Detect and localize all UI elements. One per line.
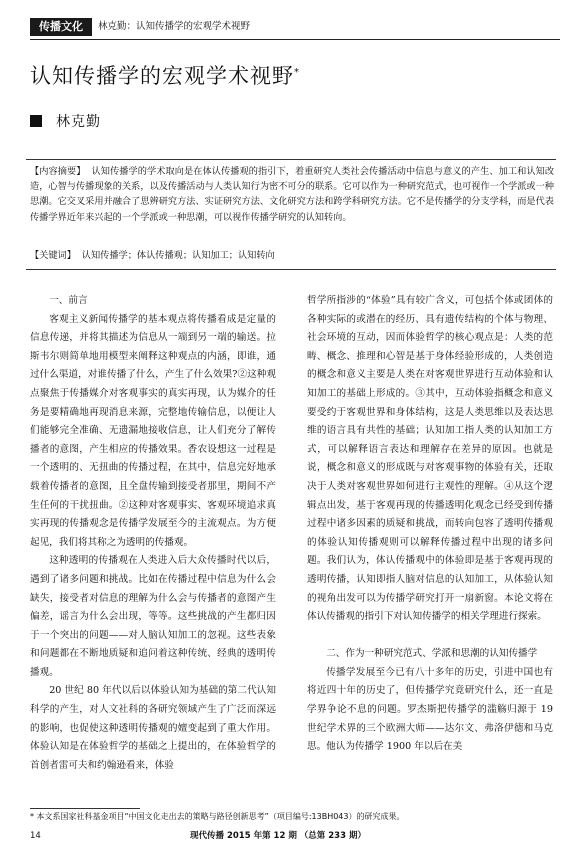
body-paragraph: 传播学发展至今已有八十多年的历史，引进中国也有将近四十年的历史了，但传播学究竟研究什么，还一直是学界争论不息的问题。罗杰斯把传播学的滥觞归源于 19 世纪学术界的三个欧洲大师——达尔文、弗洛伊德和马克思。他认为传播学 1900 年以后在美	[307, 666, 553, 753]
section-label: 传播文化	[30, 18, 92, 36]
section-heading: 二、作为一种研究范式、学派和思潮的认知传播学	[326, 648, 538, 660]
keywords-label: 【关键词】	[30, 250, 76, 261]
footnote: * 本文系国家社科基金项目“中国文化走出去的策略与路径创新思考”（项目编号:13BH043）的研究成果。	[30, 812, 405, 821]
header-rule	[30, 39, 560, 40]
page-number: 14	[30, 831, 41, 841]
body-paragraph: 哲学所指涉的“体验”具有较广含义，可包括个体或团体的各种实际的或潜在的经历、具有遗传结构的个体与物理、社会环境的互动，因而体验哲学的核心观点是：人类的范畴、概念、推理和心智是基于身体经验形成的，人类创造的概念和意义主要是人类在对客观世界进行互动体验和认知加工的基础上形成的。③其中，互动体验指概念和意义要受约于客观世界和身体结构，这是人类思维以及表达思维的语言具有共性的基础；认知加工指人类的认知加工方式，可以解释语言表达和理解存在差异的原因。也就是说，概念和意义的形成既与对客观事物的体验有关，还取决于人类对客观世界如何进行主观性的理解。④从这个逻辑点出发，基于客观再现的传播透明化观念已经受到传播过程中诸多因素的质疑和挑战，而转向包容了透明传播观的体验认知传播观则可以解释传播过程中出现的诸多问题。我们认为，体认传播观中的体验即是基于客观再现的透明传播，认知即指人脑对信息的认知加工，从体验认知的视角出发可以为传播学研究打开一扇新窗。本论文将在体认传播观的指引下对认知传播学的相关学理进行探索。	[307, 295, 553, 623]
section-heading: 一、前言	[49, 295, 88, 306]
title-footnote-mark: *	[294, 67, 300, 78]
body-column-left	[30, 292, 276, 775]
abstract-label: 【内容摘要】	[30, 166, 86, 177]
abstract-rule-bottom	[26, 269, 556, 270]
keywords-text: 认知传播学；体认传播观；认知加工；认知转向	[81, 250, 275, 261]
body-column-right	[307, 292, 553, 757]
article-title-text: 认知传播学的宏观学术视野	[30, 64, 294, 88]
keywords	[30, 248, 554, 263]
body-paragraph: 20 世纪 80 年代以后以体验认知为基础的第二代认知科学的产生，对人文社科的各研究领域产生了广泛而深远的影响，也促使这种透明传播观的嬗变起到了重大作用。体验认知是在体验哲学的基础之上提出的，在体验哲学的首创者雷可夫和约翰逊看来，体验	[30, 685, 276, 771]
article-title	[30, 60, 300, 90]
footnote-rule	[30, 808, 140, 809]
body-paragraph: 客观主义新闻传播学的基本观点将传播看成是定量的信息传递，并将其描述为信息从一端到另一端的输送。拉斯韦尔则简单地用模型来阐释这种观点的内涵，即谁，通过什么渠道，对谁传播了什么，产生了什么效果?②这种观点聚焦于传播媒介对客观事实的真实再现，认为媒介的任务是要精确地再现消息来源，完整地传输信息，以便让人们能够完全准确、无遗漏地接收信息，让人们充分了解传播者的意图，产生相应的传播效果。香农设想这一过程是一个透明的、无扭曲的传播过程，在其中，信息完好地承载着传播者的意图，且全盘传输到接受者那里，期间不产生任何的干扰扭曲。②这种对客观事实、客观环境追求真实再现的传播观念是传播学发展至今的主流观点。为方便起见，我们将其称之为透明的传播观。	[30, 313, 276, 548]
running-header	[30, 18, 550, 36]
abstract-text: 认知传播学的学术取向是在体认传播观的指引下，着重研究人类社会传播活动中信息与意义的产生、加工和认知改造，心智与传播现象的关系，以及传播活动与人类认知行为密不可分的联系。它可以作为一种研究范式，也可视作一个学派或一种思潮。它交叉采用并融合了思辨研究方法、实证研究方法、文化研究方法和跨学科研究方法。它不是传播学的分支学科，而是代表传播学界近年来兴起的一个学派或一种思潮，可以视作传播学研究的认知转向。	[30, 166, 555, 223]
author-marker	[30, 115, 42, 127]
abstract-rule-top	[26, 159, 556, 160]
journal-info: 现代传播 2015 年第 12 期 （总第 233 期）	[190, 831, 366, 841]
abstract	[30, 164, 554, 225]
running-title: 林克勤：认知传播学的宏观学术视野	[98, 21, 251, 32]
author-name: 林克勤	[56, 114, 101, 130]
paragraph-gap	[307, 627, 553, 646]
body-paragraph: 这种透明的传播观在人类进入后大众传播时代以后，遇到了诸多问题和挑战。比如在传播过程中信息为什么会缺失，接受者对信息的理解为什么会与传播者的意图产生偏差，谣言为什么会出现，等等。这些挑战的产生都归因于一个突出的问题——对人脑认知加工的忽视。这些表象和问题都在不断地质疑和追问着这种传统、经典的透明传播观。	[30, 555, 276, 678]
